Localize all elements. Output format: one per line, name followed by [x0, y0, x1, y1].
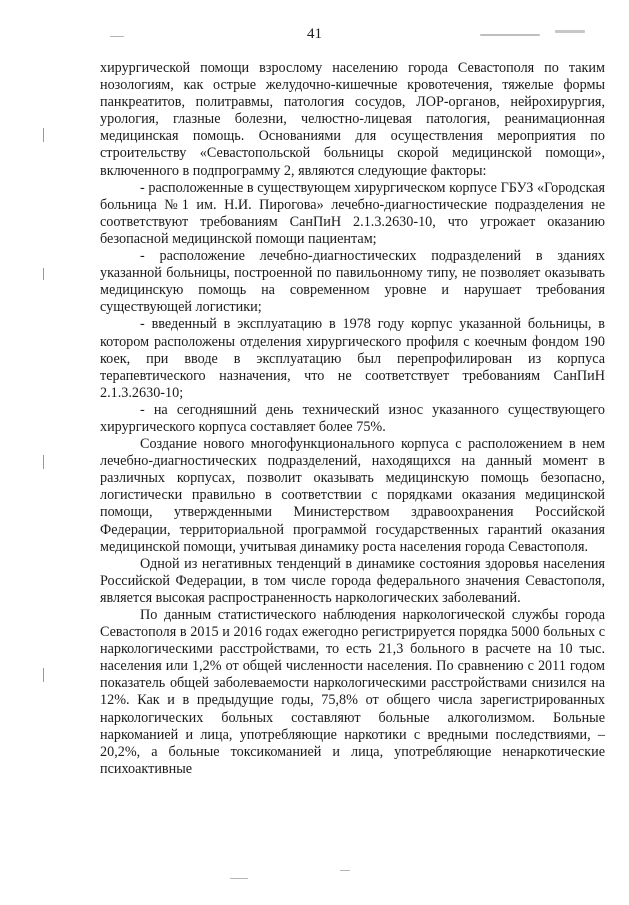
scan-artifact	[43, 128, 44, 142]
scan-artifact	[43, 268, 44, 280]
paragraph-negative-trends: Одной из негативных тенденций в динамике состояния здоровья населения Российской Федерации, в том числе города федерального значения Севастополя, является высокая распространенность наркологических заболеваний.	[100, 555, 605, 606]
page-number: 41	[307, 26, 322, 42]
paragraph-new-building: Создание нового многофункционального корпуса с расположением в нем лечебно-диагностических подразделений, находящихся на данный момент в различных корпусах, позволит оказывать медицинскую помощь безопасно, логистически правильно в соответствии с порядками оказания медицинской помощи, утвержденными Министерством здравоохранения Российской Федерации, территориальной программой государственных гарантий оказания медицинской помощи, учитывая динамику роста населения города Севастополя.	[100, 436, 605, 555]
paragraph-intro: хирургической помощи взрослому населению города Севастополя по таким нозологиям, как острые желудочно-кишечные кровотечения, тяжелые формы панкреатитов, политравмы, патология сосудов, ЛОР-органов, нейрохирургия, урология, глазные болезни, челюстно-лицевая патология, реанимационная медицинская помощь. Основаниями для осуществления мероприятия по строительству «Севастопольской больницы скорой медицинской помощи», включенного в подпрограмму 2, являются следующие факторы:	[100, 60, 605, 179]
paragraph-factor-2: - расположение лечебно-диагностических подразделений в зданиях указанной больницы, построенной по павильонному типу, не позволяет оказывать медицинскую помощь на современном уровне и нарушает требования существующей логистики;	[100, 248, 605, 316]
paragraph-factor-3: - введенный в эксплуатацию в 1978 году корпус указанной больницы, в котором расположены отделения хирургического профиля с коечным фондом 190 коек, при вводе в эксплуатацию был перепрофилирован из корпуса терапевтического назначения, что не соответствует требованиям СанПиН 2.1.3.2630-10;	[100, 316, 605, 401]
scan-artifact	[110, 36, 124, 37]
paragraph-factor-4: - на сегодняшний день технический износ указанного существующего хирургического корпуса составляет более 75%.	[100, 401, 605, 435]
scan-artifact	[43, 455, 44, 469]
scan-artifact	[43, 668, 44, 682]
paragraph-statistics: По данным статистического наблюдения наркологической службы города Севастополя в 2015 и 2016 годах ежегодно регистрируется порядка 5000 больных с наркологическими расстройствами, то есть 21,3 больного в расчете на 10 тыс. населения или 1,2% от общей численности населения. По сравнению с 2011 годом показатель общей заболеваемости наркологическими расстройствами снизился на 12%. Как и в предыдущие годы, 75,8% от общего числа зарегистрированных наркологических больных составляют больные алкоголизмом. Больные наркоманией и лица, употребляющие наркотики с вредными последствиями, – 20,2%, а больные токсикоманией и лица, употребляющие ненаркотические психоактивные	[100, 607, 605, 777]
document-body	[100, 60, 605, 778]
paragraph-factor-1: - расположенные в существующем хирургическом корпусе ГБУЗ «Городская больница №1 им. Н.И. Пирогова» лечебно-диагностические подразделения не соответствуют требованиям СанПиН 2.1.3.2630-10, что угрожает оказанию безопасной медицинской помощи пациентам;	[100, 179, 605, 247]
scan-artifact	[230, 878, 248, 879]
scan-artifact	[555, 30, 585, 33]
scan-artifact	[480, 34, 540, 36]
scan-artifact	[340, 870, 350, 871]
